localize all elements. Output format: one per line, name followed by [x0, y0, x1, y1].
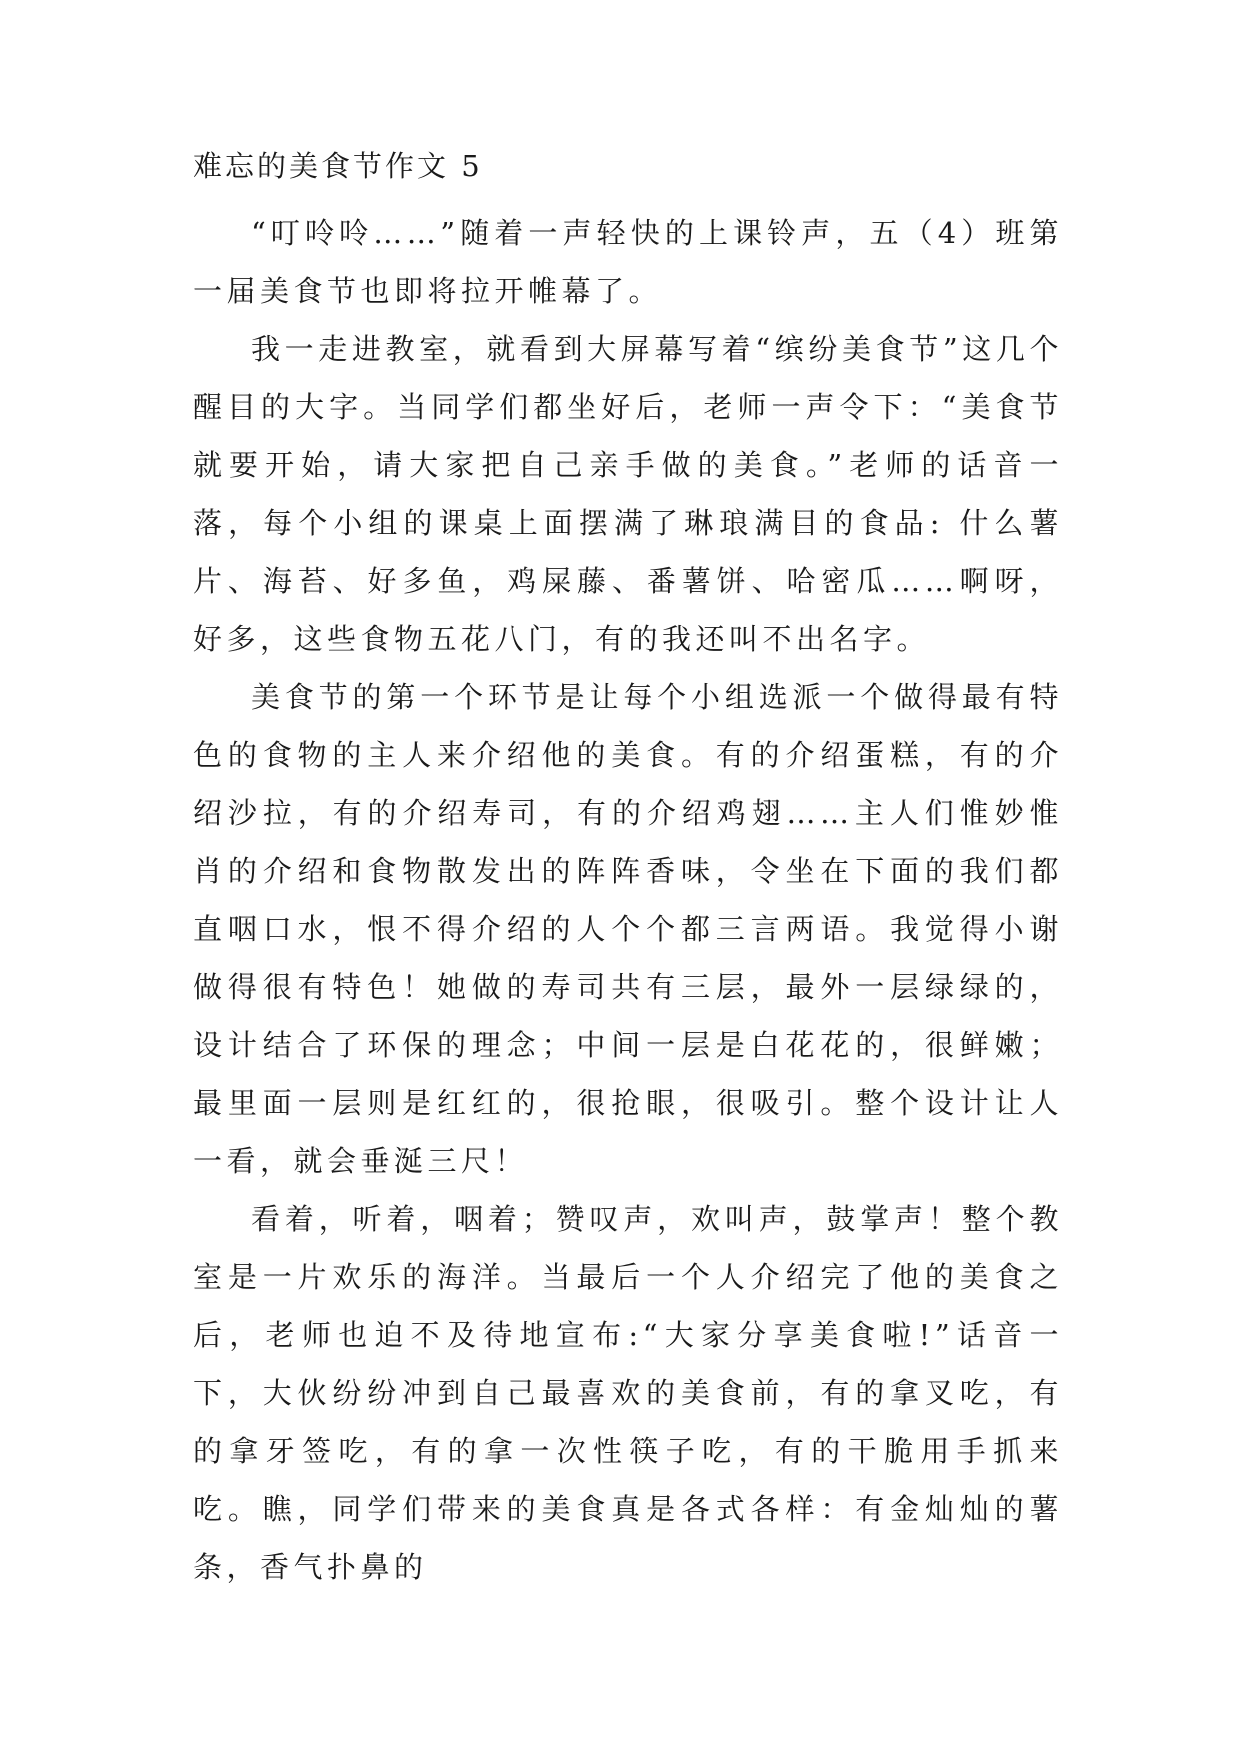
paragraph-4: 看着，听着，咽着；赞叹声，欢叫声，鼓掌声！整个教室是一片欢乐的海洋。当最后一个人介绍完了他的美食之后，老师也迫不及待地宣布:“大家分享美食啦!”话音一下，大伙纷纷冲到自己最喜欢的美食前，有的拿叉吃，有的拿牙签吃，有的拿一次性筷子吃，有的干脆用手抓来吃。瞧，同学们带来的美食真是各式各样：有金灿灿的薯条，香气扑鼻的	[193, 1202, 1063, 1584]
paragraph-2: 我一走进教室，就看到大屏幕写着“缤纷美食节”这几个醒目的大字。当同学们都坐好后，老师一声令下：“美食节就要开始，请大家把自己亲手做的美食。”老师的话音一落，每个小组的课桌上面摆满了琳琅满目的食品: 什么薯片、海苔、好多鱼，鸡屎藤、番薯饼、哈密瓜……啊呀，好多，这些食物五花八门，有的我还叫不出名字。	[193, 332, 1063, 656]
document-page	[193, 148, 1063, 1596]
paragraph-3: 美食节的第一个环节是让每个小组选派一个做得最有特色的食物的主人来介绍他的美食。有的介绍蛋糕，有的介绍沙拉，有的介绍寿司，有的介绍鸡翅……主人们惟妙惟肖的介绍和食物散发出的阵阵香味，令坐在下面的我们都直咽口水，恨不得介绍的人个个都三言两语。我觉得小谢做得很有特色！她做的寿司共有三层，最外一层绿绿的，设计结合了环保的理念；中间一层是白花花的，很鲜嫩；最里面一层则是红红的，很抢眼，很吸引。整个设计让人一看，就会垂涎三尺！	[193, 680, 1063, 1178]
paragraph-1: “叮呤呤……”随着一声轻快的上课铃声，五（4）班第一届美食节也即将拉开帷幕了。	[193, 216, 1063, 308]
document-title: 难忘的美食节作文 5	[193, 149, 483, 183]
